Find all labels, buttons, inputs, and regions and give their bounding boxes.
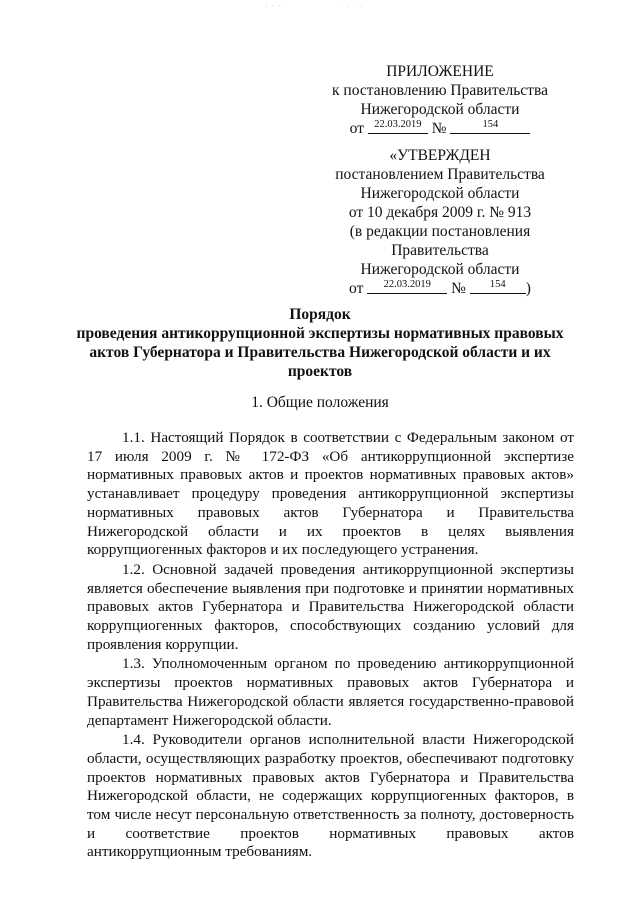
approval-line: (в редакции постановления Правительства bbox=[349, 223, 531, 259]
paragraph: 1.2. Основной задачей проведения антикоррупционной экспертизы является обеспечение выявления при подготовке и принятии нормативных правовых актов Губернатора и Правительства Нижегородской области коррупциогенных факторов, способствующих созданию условий для проявления коррупции. bbox=[87, 560, 574, 653]
closing-paren: ) bbox=[525, 280, 531, 297]
number-prefix: № bbox=[431, 120, 447, 137]
approval-line: постановлением Правительства bbox=[335, 166, 545, 183]
title-line: проведения антикоррупционной экспертизы нормативных правовых bbox=[76, 325, 564, 342]
appendix-line: Нижегородской области bbox=[360, 101, 520, 118]
section-heading: 1. Общие положения bbox=[251, 394, 389, 411]
approval-date-line bbox=[300, 279, 580, 298]
title-line: актов Губернатора и Правительства Нижегородской области и их bbox=[89, 344, 551, 361]
date-prefix: от bbox=[349, 120, 364, 137]
date-field bbox=[367, 279, 447, 294]
paragraph: 1.1. Настоящий Порядок в соответствии с Федеральным законом от 17 июля 2009 г. № 172-ФЗ «Об антикоррупционной экспертизе нормативных правовых актов и проектов нормативных правовых актов» устанавливает процедуру проведения антикоррупционной экспертизы нормативных правовых актов Губернатора и Правительства Нижегородской области и их проектов в целях выявления коррупциогенных факторов и их последующего устранения. bbox=[87, 429, 574, 559]
date-value: 22.03.2019 bbox=[383, 279, 431, 290]
number-field bbox=[470, 279, 526, 294]
paragraph: 1.3. Уполномоченным органом по проведению антикоррупционной экспертизы проектов нормативных правовых актов Губернатора и Правительства Нижегородской области является государственно-правовой департамент Нижегородской области. bbox=[87, 655, 574, 729]
appendix-line: к постановлению Правительства bbox=[332, 82, 548, 99]
appendix-title: ПРИЛОЖЕНИЕ bbox=[386, 63, 494, 80]
approval-line: «УТВЕРЖДЕН bbox=[389, 147, 491, 164]
date-prefix: от bbox=[349, 280, 364, 297]
approval-header bbox=[300, 146, 580, 298]
number-field bbox=[450, 119, 530, 134]
approval-line: от 10 декабря 2009 г. № 913 bbox=[348, 204, 532, 221]
number-value: 154 bbox=[482, 119, 499, 130]
title-line: проектов bbox=[287, 363, 353, 380]
number-prefix: № bbox=[451, 280, 466, 297]
paragraph: 1.4. Руководители органов исполнительной власти Нижегородской области, осуществляющих разработку проектов, обеспечивают подготовку проектов нормативных правовых актов Губернатора и Правительства Нижегородской области, не содержащих коррупциогенных факторов, в том числе несут персональную ответственность за полноту, достоверность и соответствие проектов нормативных правовых актов антикоррупционным требованиям. bbox=[87, 731, 574, 861]
date-field bbox=[368, 119, 428, 134]
appendix-header bbox=[300, 62, 580, 138]
appendix-date-line bbox=[300, 119, 580, 138]
document-title bbox=[40, 305, 600, 381]
scan-artifact: · · · · bbox=[340, 2, 364, 11]
document-body bbox=[87, 429, 574, 862]
approval-line: Нижегородской области bbox=[360, 261, 520, 278]
approval-line: Нижегородской области bbox=[360, 185, 520, 202]
number-value: 154 bbox=[489, 279, 506, 290]
title-line: Порядок bbox=[289, 306, 351, 323]
date-value: 22.03.2019 bbox=[374, 119, 422, 130]
scan-artifact: · · · bbox=[265, 2, 282, 11]
